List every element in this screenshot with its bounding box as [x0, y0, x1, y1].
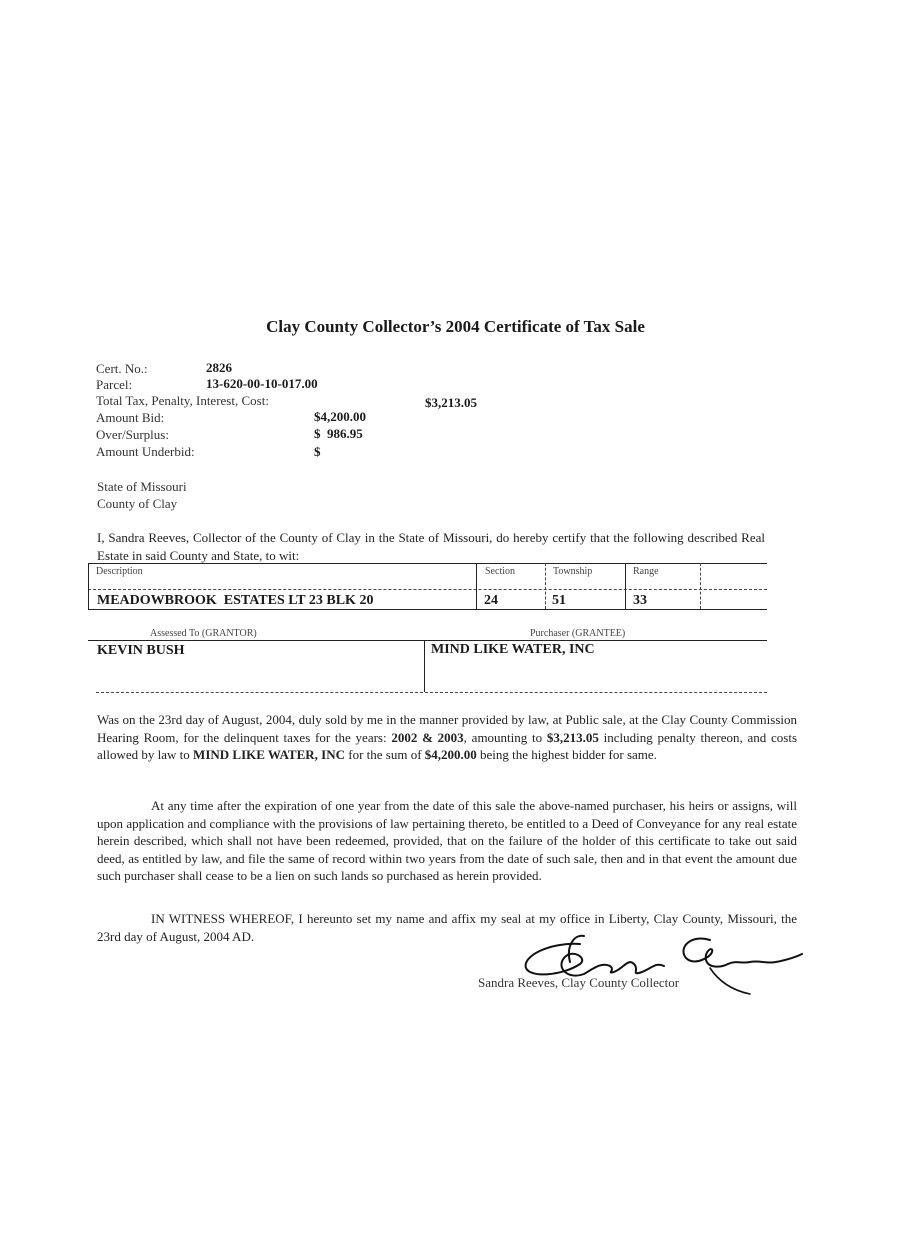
grantee-name: MIND LIKE WATER, INC — [431, 642, 595, 657]
over-surplus-value: $ 986.95 — [314, 426, 363, 441]
grantor-label: Assessed To (GRANTOR) — [150, 628, 257, 639]
sale-text-5: being the highest bidder for same. — [476, 747, 657, 763]
property-description: MEADOWBROOK ESTATES LT 23 BLK 20 — [97, 593, 374, 608]
parcel-label: Parcel: — [96, 377, 133, 392]
property-section: 24 — [484, 593, 498, 608]
table-left-border — [88, 563, 89, 609]
parties-bottom-rule — [96, 692, 767, 693]
table-bottom-rule — [88, 609, 767, 610]
sale-text-3: including penalty thereon, and costs allowed by law to — [97, 729, 797, 763]
table-divider-section — [476, 563, 477, 609]
property-range: 33 — [633, 593, 647, 608]
amount-bid-label: Amount Bid: — [96, 410, 165, 425]
sale-sum: $4,200.00 — [424, 747, 477, 763]
header-section: Section — [485, 566, 515, 577]
table-mid-rule — [88, 589, 767, 590]
state-line: State of Missouri — [97, 479, 187, 494]
table-divider-township — [545, 563, 546, 609]
parcel-value: 13-620-00-10-017.00 — [206, 376, 318, 391]
over-surplus-label: Over/Surplus: — [96, 427, 169, 442]
underbid-label: Amount Underbid: — [96, 444, 195, 459]
sale-text-2: , amounting to — [463, 729, 547, 745]
sale-paragraph — [97, 711, 797, 764]
header-description: Description — [96, 566, 143, 577]
witness-paragraph: IN WITNESS WHEREOF, I hereunto set my name and affix my seal at my office in Liberty, Clay County, Missouri, the 23rd day of August, 2004 AD. — [97, 911, 797, 944]
header-range: Range — [633, 566, 659, 577]
underbid-value: $ — [314, 444, 321, 459]
sale-amount: $3,213.05 — [546, 729, 599, 745]
sale-years: 2002 & 2003 — [391, 729, 464, 745]
total-label: Total Tax, Penalty, Interest, Cost: — [96, 393, 269, 408]
table-divider-end — [700, 563, 701, 609]
certificate-title: Clay County Collector’s 2004 Certificate of Tax Sale — [266, 317, 645, 336]
amount-bid-value: $4,200.00 — [314, 409, 366, 424]
cert-no-value: 2826 — [206, 360, 232, 375]
intro-paragraph: I, Sandra Reeves, Collector of the County of Clay in the State of Missouri, do hereby certify that the following described Real Estate in said County and State, to wit: — [97, 530, 765, 563]
table-top-rule — [88, 563, 767, 564]
signature-caption: Sandra Reeves, Clay County Collector — [478, 975, 680, 990]
sale-text-4: for the sum of — [344, 747, 425, 763]
table-divider-range — [625, 563, 626, 609]
parties-divider — [424, 640, 425, 692]
parties-top-rule — [88, 640, 767, 641]
sale-text-1: Was on the 23rd day of August, 2004, duly sold by me in the manner provided by law, at Public sale, at the Clay County Commission Hearing Room, for the delinquent taxes for the years: — [97, 712, 797, 745]
cert-no-label: Cert. No.: — [96, 361, 148, 376]
sale-purchaser: MIND LIKE WATER, INC — [193, 747, 345, 763]
total-value: $3,213.05 — [425, 395, 477, 410]
header-township: Township — [553, 566, 593, 577]
county-line: County of Clay — [97, 496, 178, 511]
deed-paragraph: At any time after the expiration of one year from the date of this sale the above-named purchaser, his heirs or assigns, will upon application and compliance with the provisions of law pertaining thereto, be entitled to a Deed of Conveyance for any real estate herein described, which shall not have been redeemed, provided, that on the failure of the holder of this certificate to take out said deed, as entitled by law, and file the same of record within two years from the date of such sale, then and in that event the amount due such purchaser shall cease to be a lien on such lands so purchased as herein provided. — [97, 798, 797, 884]
grantee-label: Purchaser (GRANTEE) — [530, 628, 626, 639]
grantor-name: KEVIN BUSH — [97, 643, 185, 658]
property-township: 51 — [552, 593, 566, 608]
